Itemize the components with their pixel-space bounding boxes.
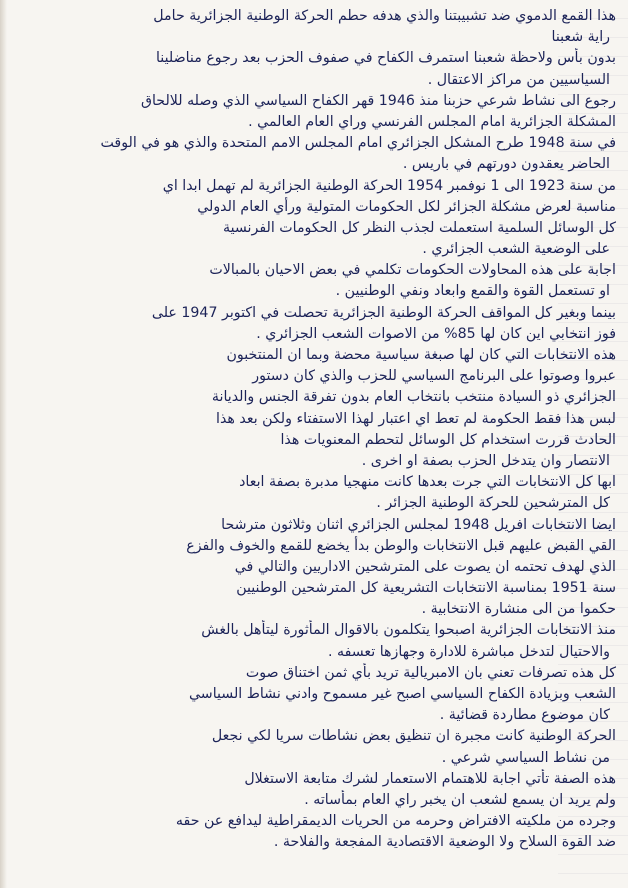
handwritten-line: الحادث قررت استخدام كل الوسائل لتحطم المعنويات هذا xyxy=(280,431,616,448)
handwritten-line: ضد القوة السلاح ولا الوضعية الاقتصادية المفجعة والفلاحة . xyxy=(273,834,616,851)
handwritten-line: هذا القمع الدموي ضد تشبيبتنا والذي هدفه حطم الحركة الوطنية الجزائرية حامل xyxy=(153,8,616,24)
handwritten-line: كل المترشحين للحركة الوطنية الجزائر . xyxy=(376,495,610,512)
handwritten-line: مناسبة لعرض مشكلة الجزائر لكل الحكومات المتولية ورأي العام الدولي xyxy=(197,198,616,215)
handwritten-line: كان موضوع مطاردة قضائية . xyxy=(439,707,610,724)
handwritten-line: والاحتيال لتدخل مباشرة للادارة وجهازها تعسفه . xyxy=(327,643,610,660)
handwritten-line: هذه الصفة تأتي اجابة للاهتمام الاستعمار لشرك متابعة الاستغلال xyxy=(244,770,616,787)
handwritten-line: الجزائري ذو السيادة منتخب بانتخاب العام بدون تفرقة الجنس والديانة xyxy=(211,389,616,406)
handwritten-line: من سنة 1923 الى 1 نوفمبر 1954 الحركة الوطنية الجزائرية لم تهمل ابدا اي xyxy=(162,177,616,194)
handwritten-line: لبس هذا فقط الحكومة لم تعط اي اعتبار لهذا الاستفتاء ولكن بعد هذا xyxy=(216,410,616,427)
handwritten-line: عبروا وصوتوا على البرنامج السياسي للحزب والذي كان دستور xyxy=(252,368,616,385)
handwritten-line: الحركة الوطنية كانت مجبرة ان تنظيق بعض نشاطات سريا لكي نجعل xyxy=(211,728,616,745)
handwritten-line: الحاضر يعقدون دورتهم في باريس . xyxy=(402,156,610,173)
handwritten-line: راية شعبنا xyxy=(551,29,610,46)
handwritten-line: الذي لهدف تحتمه ان يصوت على المترشحين الاداريين والتالي في xyxy=(234,558,616,575)
handwritten-line: بينما وبغير كل المواقف الحركة الوطنية الجزائرية تحصلت في اكتوبر 1947 على xyxy=(151,304,616,321)
handwritten-line: المشكلة الجزائرية امام المجلس الفرنسي وراي العام العالمي . xyxy=(248,113,616,130)
handwritten-line: رجوع الى نشاط شرعي حزبنا منذ 1946 قهر الكفاح السياسي الذي وصله للالحاق xyxy=(140,92,616,109)
handwritten-line: ولم يريد ان يسمع لشعب ان يخبر راي العام بمأساته . xyxy=(304,791,616,808)
handwritten-line: كل الوسائل السلمية استعملت لجذب النظر كل الحكومات الفرنسية xyxy=(223,219,616,236)
handwritten-line: على الوضعية الشعب الجزائري . xyxy=(422,241,610,258)
handwritten-line: فوز انتخابي اين كان لها 85% من الاصوات الشعب الجزائري . xyxy=(256,325,616,342)
handwritten-line: ايضا الانتخابات افريل 1948 لمجلس الجزائري اثنان وثلاثون مترشحا xyxy=(221,516,616,533)
handwritten-line: من نشاط السياسي شرعي . xyxy=(441,749,610,766)
handwritten-line: سنة 1951 بمناسبة الانتخابات التشريعية كل المترشحين الوطنيين xyxy=(236,580,616,597)
page-edge-shadow xyxy=(0,0,7,888)
handwritten-line: حكموا من الى منشارة الانتخابية . xyxy=(421,601,616,618)
handwritten-line: الشعب وبزيادة الكفاح السياسي اصبح غير مسموح وادني نشاط السياسي xyxy=(188,686,616,702)
handwritten-line: او تستعمل القوة والقمع وابعاد ونفي الوطنيين . xyxy=(335,283,610,300)
handwritten-line: اجابة على هذه المحاولات الحكومات تكلمي في بعض الاحيان بالمبالات xyxy=(209,262,616,279)
handwritten-line: وجرده من ملكيته الافتراض وحرمه من الحريات الديمقراطية ليدافع عن حقه xyxy=(175,813,616,830)
handwritten-line: بدون بأس ولاحظة شعبنا استمرف الكفاح في صفوف الحزب بعد رجوع مناضلينا xyxy=(155,50,616,67)
handwritten-line: القي القبض عليهم قبل الانتخابات والوطن بدأ يخضع للقمع والخوف والفزع xyxy=(186,537,616,554)
handwritten-line: هذه الانتخابات التي كان لها صبغة سياسية محضة وبما ان المنتخبون xyxy=(226,347,616,363)
handwritten-line: في سنة 1948 طرح المشكل الجزائري امام المجلس الامم المتحدة والذي هو في الوقت xyxy=(100,135,616,152)
handwritten-line: السياسيين من مراكز الاعتقال . xyxy=(427,71,610,88)
handwritten-line: منذ الانتخابات الجزائرية اصبحوا يتكلمون بالاقوال المأثورة ليتأهل بالغش xyxy=(201,622,616,639)
handwritten-line: كل هذه تصرفات تعني بان الامبريالية تريد بأي ثمن اختناق صوت xyxy=(245,664,616,681)
handwritten-text-body xyxy=(14,6,620,854)
handwritten-line: الانتصار وان يتدخل الحزب بصفة او اخرى . xyxy=(361,452,610,469)
handwritten-line: ابها كل الانتخابات التي جرت بعدها كانت منهجيا مدبرة بصفة ابعاد xyxy=(239,474,616,491)
